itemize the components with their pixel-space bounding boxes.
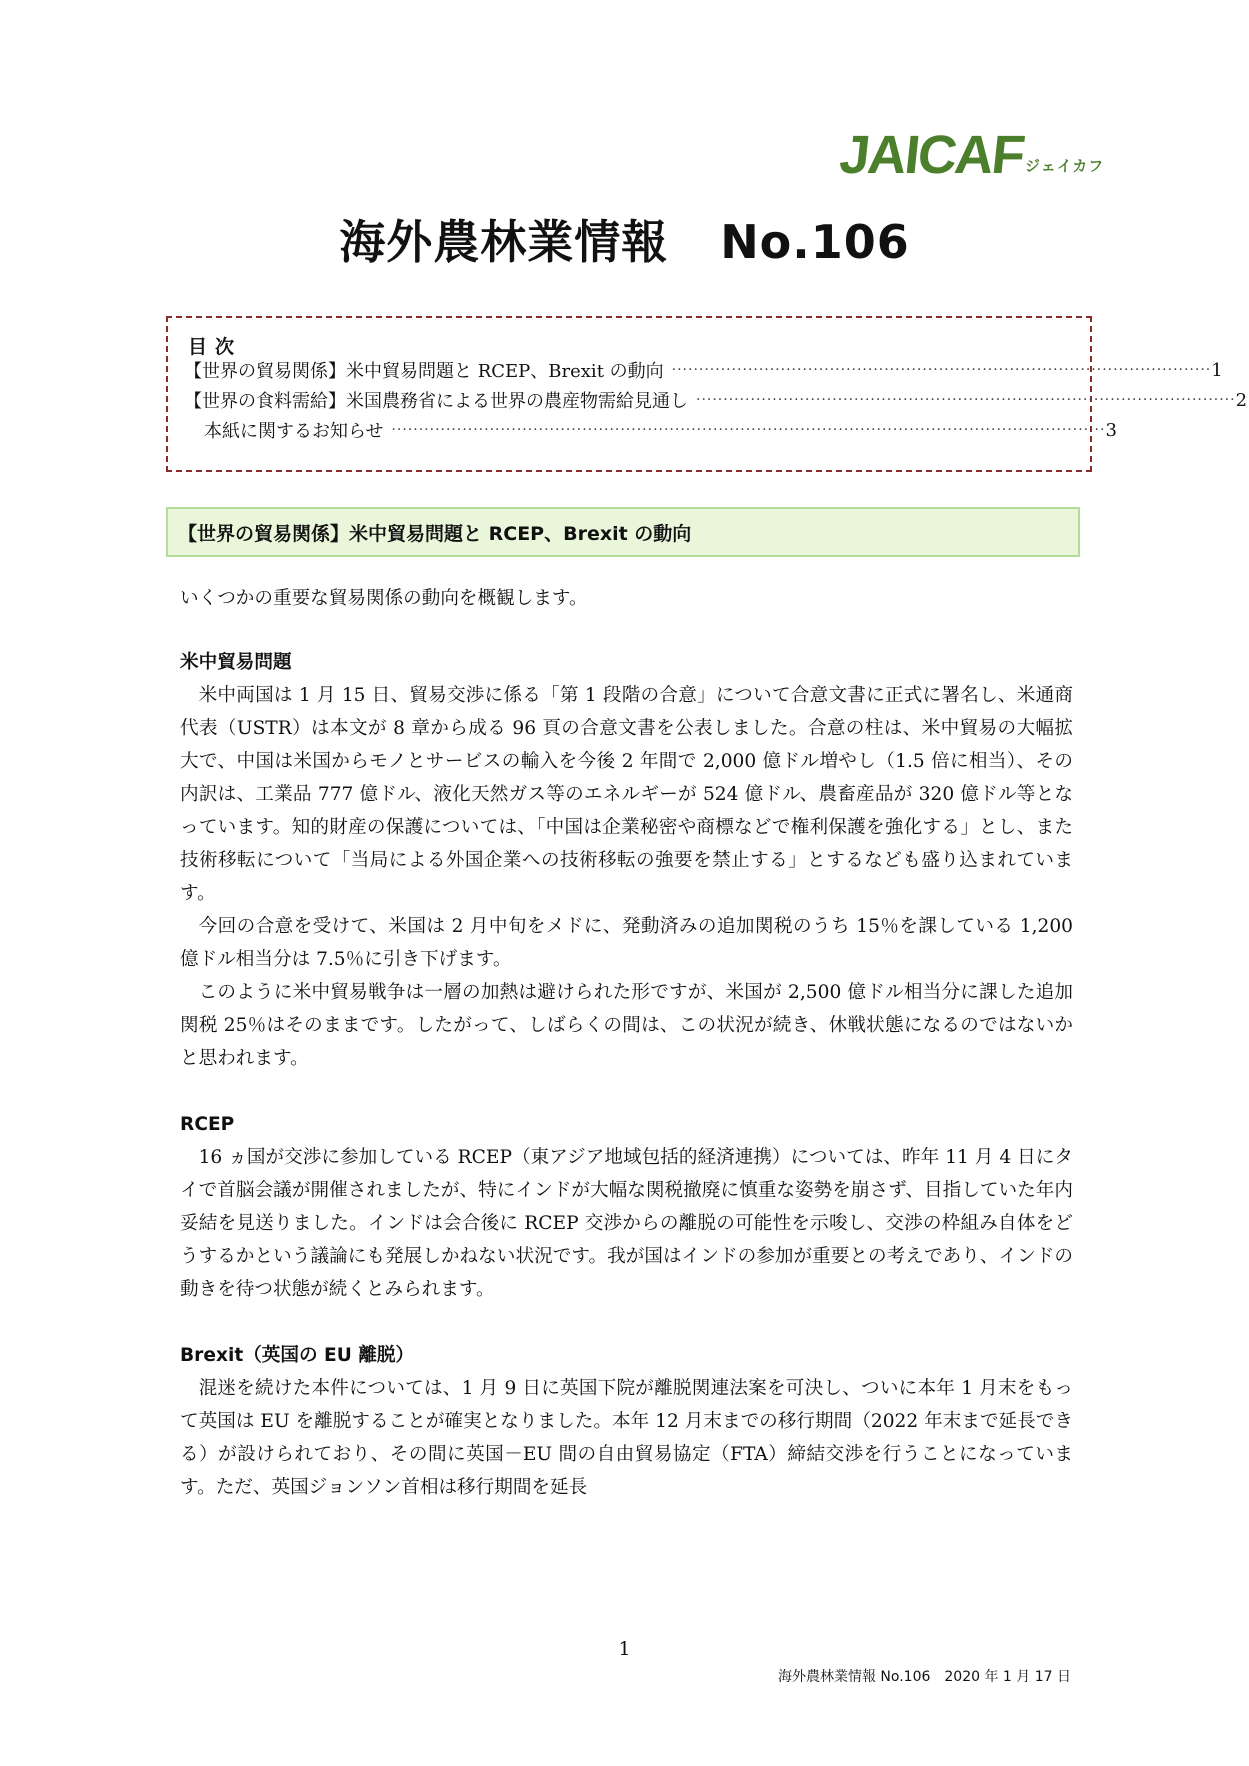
title-text: 海外農林業情報	[339, 215, 669, 269]
article-body	[180, 582, 1073, 1504]
toc-item-label: 【世界の食料需給】米国農務省による世界の農産物需給見通し	[184, 391, 688, 412]
subsection-heading: RCEP	[180, 1114, 235, 1135]
subsection-heading: 米中貿易問題	[180, 652, 292, 673]
lead-paragraph: いくつかの重要な貿易関係の動向を概観します。	[180, 588, 588, 609]
table-of-contents	[166, 316, 1248, 472]
paragraph: 混迷を続けた本件については、1 月 9 日に英国下院が離脱関連法案を可決し、ついに本年 1 月末をもって英国は EU を離脱することが確実となりました。本年 12 月末までの移行期間（2022 年末まで延長できる）が設けられており、その間に英国－EU 間の自由貿易協定（FTA）締結交渉を行うことになっています。ただ、英国ジョンソン首相は移行期間を延長	[180, 1378, 1073, 1498]
toc-leader: ···································································································	[696, 392, 1236, 408]
paragraph: 16 ヵ国が交渉に参加している RCEP（東アジア地域包括的経済連携）については、昨年 11 月 4 日にタイで首脳会議が開催されましたが、特にインドが大幅な関税撤廃に慎重な姿勢を崩さず、目指していた年内妥結を見送りました。インドは会合後に RCEP 交渉からの離脱の可能性を示唆し、交渉の枠組み自体をどうするかという議論にも発展しかねない状況です。我が国はインドの参加が重要との考えであり、インドの動きを待つ状態が続くとみられます。	[180, 1147, 1073, 1300]
toc-leader: ···································································································	[671, 362, 1212, 378]
section-banner: 【世界の貿易関係】米中貿易問題と RCEP、Brexit の動向	[166, 507, 1080, 557]
issue-number: No.106	[720, 215, 910, 269]
toc-item-page: 3	[1105, 419, 1117, 441]
toc-leader: ···································································································································	[391, 422, 1106, 438]
toc-heading: 目次	[188, 336, 243, 358]
paragraph: 米中両国は 1 月 15 日、貿易交渉に係る「第 1 段階の合意」について合意文書に正式に署名し、米通商代表（USTR）は本文が 8 章から成る 96 頁の合意文書を公表しました。合意の柱は、米中貿易の大幅拡大で、中国は米国からモノとサービスの輸入を今後 2 年間で 2,000 億ドル増やし（1.5 倍に相当）、その内訳は、工業品 777 億ドル、液化天然ガス等のエネルギーが 524 億ドル、農畜産品が 320 億ドル等となっています。知的財産の保護については、「中国は企業秘密や商標などで権利保護を強化する」とし、また技術移転について「当局による外国企業への技術移転の強要を禁止する」とするなども盛り込まれています。	[180, 685, 1073, 904]
toc-item-page: 1	[1211, 359, 1223, 381]
logo-katakana: ジェイカフ	[1025, 157, 1105, 175]
subsection-heading: Brexit（英国の EU 離脱）	[180, 1345, 415, 1366]
paragraph: 今回の合意を受けて、米国は 2 月中旬をメドに、発動済みの追加関税のうち 15％を課している 1,200 億ドル相当分は 7.5％に引き下げます。	[180, 916, 1073, 970]
jaicaf-logo	[836, 112, 1140, 185]
paragraph: このように米中貿易戦争は一層の加熱は避けられた形ですが、米国が 2,500 億ドル相当分に課した追加関税 25％はそのままです。したがって、しばらくの間は、この状況が続き、休戦状態になるのではないかと思われます。	[180, 982, 1073, 1069]
toc-item[interactable]	[184, 355, 1223, 385]
footer-info: 海外農林業情報 No.106 2020 年 1 月 17 日	[777, 1669, 1071, 1685]
logo-wordmark: JAICAF	[836, 125, 1027, 185]
toc-item-label: 本紙に関するお知らせ	[204, 421, 384, 442]
page-number: 1	[618, 1638, 631, 1660]
toc-item-label: 【世界の貿易関係】米中貿易問題と RCEP、Brexit の動向	[184, 361, 664, 382]
toc-item[interactable]	[184, 385, 1248, 415]
toc-item[interactable]	[184, 415, 1117, 445]
page-title	[0, 212, 1249, 272]
toc-item-page: 2	[1235, 389, 1248, 411]
